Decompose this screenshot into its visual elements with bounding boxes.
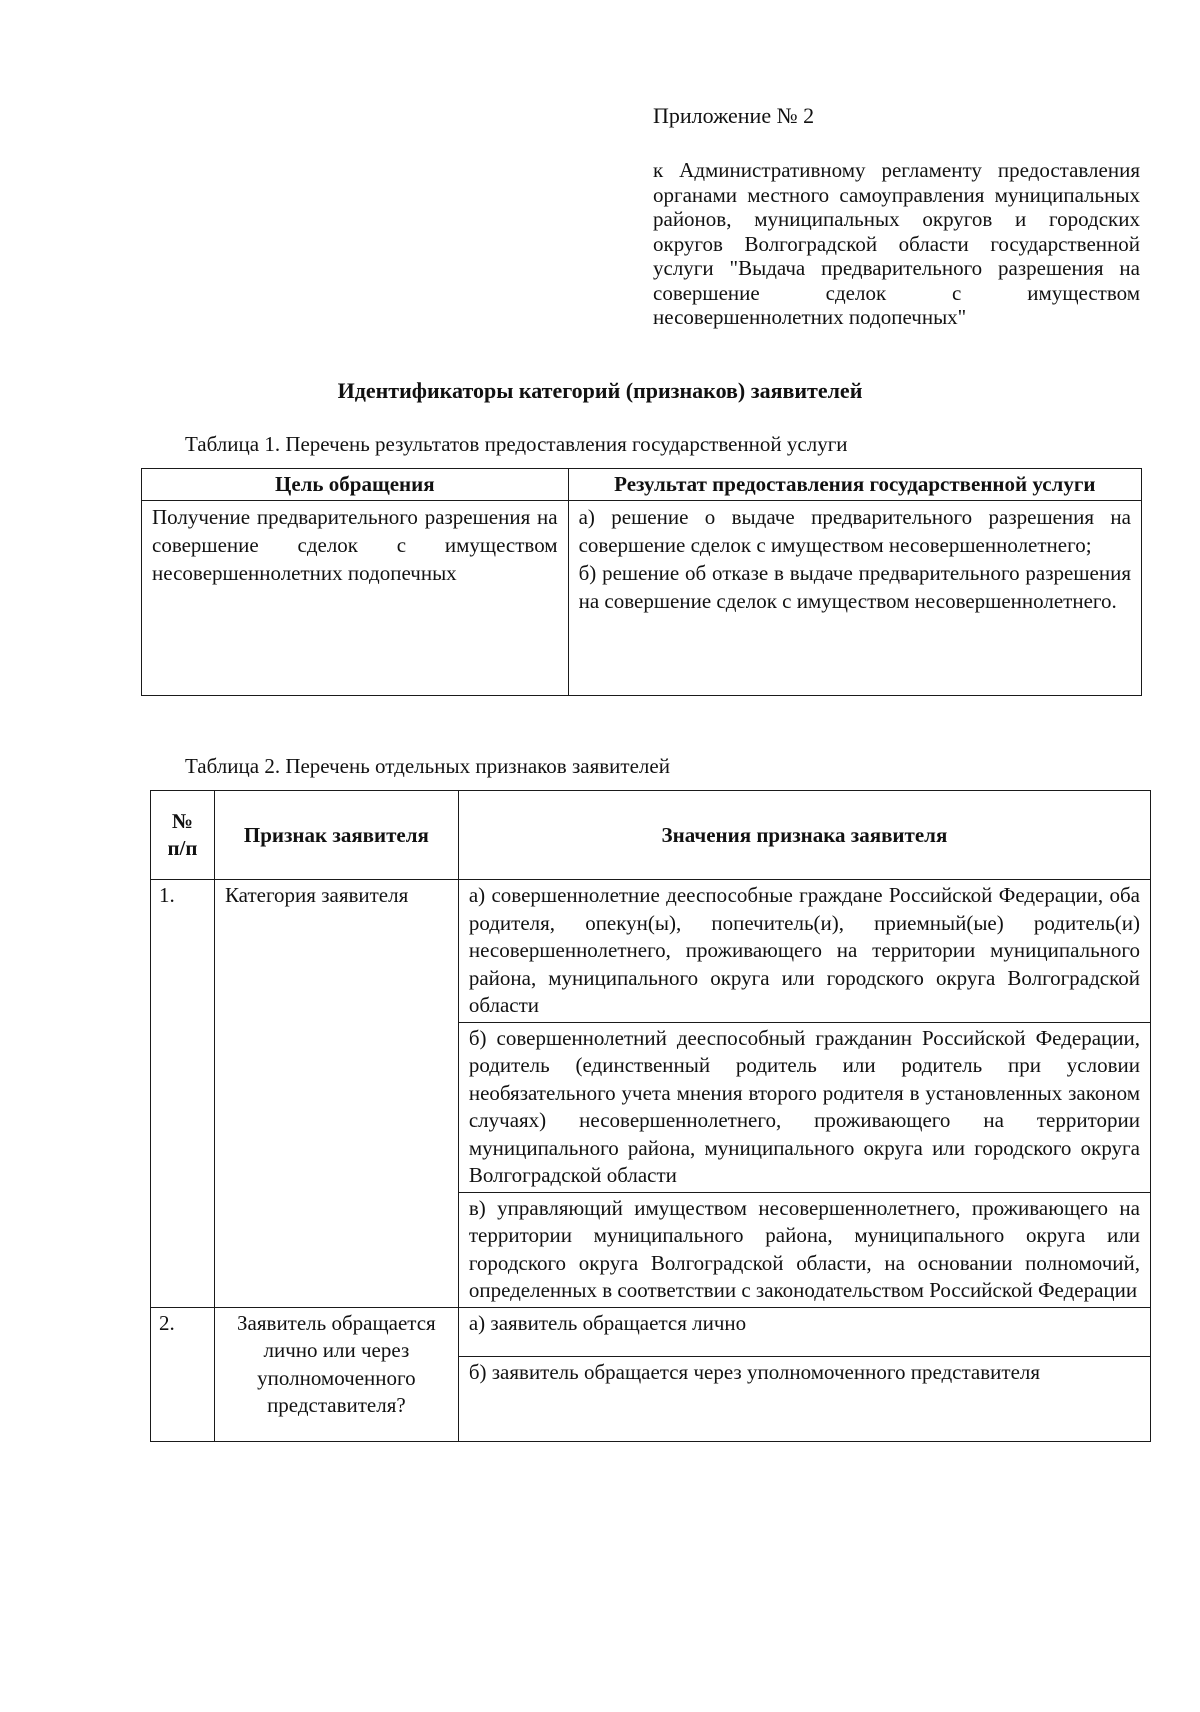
value-cell: б) совершеннолетний дееспособный гражданин Российской Федерации, родитель (единственный родитель или родитель при условии необязательного учета мнения второго родителя в установленных законом случаях) несовершеннолетнего, проживающего на территории муниципального района, муниципального округа или городского округа Волгоградской области <box>458 1022 1150 1192</box>
annex-body: к Административному регламенту предоставления органами местного самоуправления муниципальных районов, муниципальных округов и городских округов Волгоградской области государственной услуги "Выдача предварительного разрешения на совершение сделок с имуществом несовершеннолетних подопечных" <box>653 158 1140 329</box>
results-table <box>141 468 1142 696</box>
value-cell: а) заявитель обращается лично <box>458 1307 1150 1356</box>
header-goal: Цель обращения <box>142 469 569 501</box>
applicant-signs-table <box>150 790 1151 1442</box>
value-cell: а) совершеннолетние дееспособные граждане Российской Федерации, оба родителя, опекун(ы), попечитель(и), приемный(ые) родитель(и) несовершеннолетнего, проживающего на территории муниципального района, муниципального округа или городского округа Волгоградской области <box>458 880 1150 1023</box>
table1-caption: Таблица 1. Перечень результатов предоставления государственной услуги <box>185 432 848 456</box>
table-row <box>142 501 1142 696</box>
annex-title: Приложение № 2 <box>653 103 815 128</box>
table2-caption: Таблица 2. Перечень отдельных признаков заявителей <box>185 754 670 778</box>
header-sign: Признак заявителя <box>214 791 458 880</box>
sign-cell: Заявитель обращается лично или через уполномоченного представителя? <box>214 1307 458 1441</box>
header-values: Значения признака заявителя <box>458 791 1150 880</box>
result-item: а) решение о выдаче предварительного разрешения на совершение сделок с имуществом несовершеннолетнего; <box>578 505 1131 557</box>
table-row <box>151 880 1151 1023</box>
header-result: Результат предоставления государственной услуги <box>568 469 1141 501</box>
row-number: 2. <box>151 1307 215 1441</box>
result-item: б) решение об отказе в выдаче предварительного разрешения на совершение сделок с имуществом несовершеннолетнего. <box>578 561 1131 613</box>
row-number: 1. <box>151 880 215 1308</box>
value-cell: б) заявитель обращается через уполномоченного представителя <box>458 1356 1150 1441</box>
sign-cell: Категория заявителя <box>214 880 458 1308</box>
table-header-row <box>151 791 1151 880</box>
goal-cell: Получение предварительного разрешения на совершение сделок с имуществом несовершеннолетних подопечных <box>142 501 569 696</box>
main-heading: Идентификаторы категорий (признаков) заявителей <box>337 378 863 403</box>
result-cell <box>568 501 1141 696</box>
header-number: № п/п <box>151 791 215 880</box>
table-header-row <box>142 469 1142 501</box>
value-cell: в) управляющий имуществом несовершеннолетнего, проживающего на территории муниципального района, муниципального округа или городского округа Волгоградской области, на основании полномочий, определенных в соответствии с законодательством Российской Федерации <box>458 1192 1150 1307</box>
table-row <box>151 1307 1151 1356</box>
